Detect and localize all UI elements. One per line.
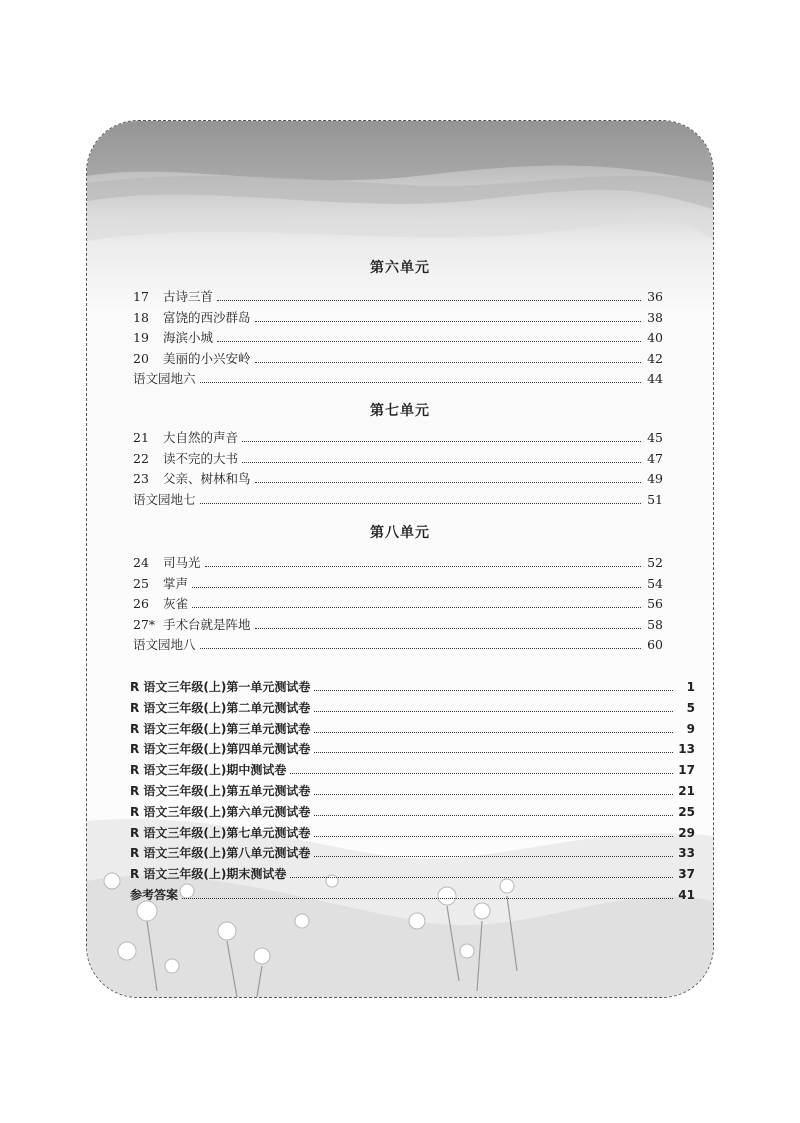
test-entry[interactable]: [130, 844, 695, 862]
toc-entry[interactable]: [133, 575, 663, 593]
test-entry[interactable]: [130, 720, 695, 738]
toc-entry[interactable]: [133, 554, 663, 572]
toc-entry[interactable]: [133, 595, 663, 613]
section-title: 第六单元: [370, 260, 430, 276]
dot-leader: [192, 607, 641, 608]
entry-page-number: 47: [647, 450, 663, 466]
toc-entry[interactable]: [133, 636, 663, 654]
dot-leader: [314, 856, 673, 857]
entry-title: 大自然的声音: [163, 430, 239, 445]
entry-page-number: 1: [686, 680, 695, 694]
dot-leader: [200, 382, 641, 383]
entry-page-number: 29: [678, 825, 695, 840]
entry-page-number: 56: [647, 596, 663, 612]
dot-leader: [314, 794, 673, 795]
entry-page-number: 37: [678, 867, 695, 882]
entry-number: 25: [133, 575, 149, 591]
entry-page-number: 21: [678, 784, 695, 798]
dot-leader: [255, 482, 641, 483]
dot-leader: [242, 462, 641, 463]
entry-page-number: 9: [686, 721, 695, 736]
entry-number: 27*: [133, 616, 156, 632]
test-entry[interactable]: [130, 678, 695, 696]
entry-page-number: 42: [647, 350, 663, 366]
entry-title: 语文园地八: [133, 637, 196, 653]
section-title: 第八单元: [370, 525, 430, 541]
toc-entry[interactable]: [133, 491, 663, 509]
entry-page-number: 54: [647, 575, 663, 591]
dot-leader: [255, 628, 641, 629]
entry-title: R 语文三年级(上)第八单元测试卷: [130, 846, 311, 861]
dot-leader: [205, 566, 641, 567]
entry-number: 18: [133, 309, 149, 325]
entry-title: 手术台就是阵地: [163, 616, 251, 632]
entry-title: 语文园地六: [133, 371, 196, 387]
entry-title: 美丽的小兴安岭: [163, 350, 251, 366]
toc-entry[interactable]: [133, 616, 663, 634]
dot-leader: [314, 815, 673, 816]
dot-leader: [314, 690, 673, 691]
entry-page-number: 40: [647, 330, 663, 346]
entry-title: 海滨小城: [163, 330, 214, 346]
entry-number: 21: [133, 430, 149, 445]
entry-page-number: 17: [678, 763, 695, 778]
entry-title: 父亲、树林和鸟: [163, 471, 251, 487]
test-entry[interactable]: [130, 886, 695, 904]
toc-entry[interactable]: [133, 350, 663, 368]
entry-page-number: 38: [647, 309, 663, 325]
entry-page-number: 45: [647, 430, 663, 445]
entry-page-number: 13: [678, 742, 695, 757]
entry-number: 23: [133, 471, 149, 487]
entry-title: R 语文三年级(上)期中测试卷: [130, 763, 287, 778]
entry-page-number: 25: [678, 804, 695, 819]
test-entry[interactable]: [130, 865, 695, 883]
test-entry[interactable]: [130, 824, 695, 842]
entry-page-number: 58: [647, 616, 663, 632]
entry-page-number: 5: [686, 700, 695, 715]
dot-leader: [314, 711, 673, 712]
toc-entry[interactable]: [133, 429, 663, 447]
dot-leader: [290, 877, 673, 878]
entry-title: R 语文三年级(上)第三单元测试卷: [130, 721, 311, 736]
entry-title: R 语文三年级(上)第五单元测试卷: [130, 784, 311, 798]
entry-title: 古诗三首: [163, 289, 214, 304]
dot-leader: [217, 341, 641, 342]
entry-title: 语文园地七: [133, 491, 196, 507]
dot-leader: [192, 587, 641, 588]
entry-page-number: 49: [647, 471, 663, 487]
dot-leader: [242, 441, 641, 442]
entry-title: 司马光: [163, 555, 201, 570]
test-entry[interactable]: [130, 699, 695, 717]
entry-title: 参考答案: [130, 888, 179, 902]
toc-entry[interactable]: [133, 329, 663, 347]
dot-leader: [255, 321, 641, 322]
test-entry[interactable]: [130, 782, 695, 800]
test-entry[interactable]: [130, 761, 695, 779]
toc-entry[interactable]: [133, 470, 663, 488]
test-entry[interactable]: [130, 740, 695, 758]
entry-number: 19: [133, 330, 149, 346]
dot-leader: [314, 752, 673, 753]
entry-title: 掌声: [163, 575, 189, 591]
entry-number: 22: [133, 450, 149, 466]
entry-page-number: 44: [647, 371, 663, 387]
entry-page-number: 33: [678, 846, 695, 861]
dot-leader: [314, 732, 673, 733]
entry-title: R 语文三年级(上)期末测试卷: [130, 867, 287, 882]
entry-title: R 语文三年级(上)第七单元测试卷: [130, 825, 311, 840]
entry-title: 读不完的大书: [163, 450, 239, 466]
section-title: 第七单元: [370, 403, 430, 419]
entry-page-number: 60: [647, 637, 663, 653]
entry-number: 20: [133, 350, 149, 366]
entry-title: 灰雀: [163, 596, 189, 612]
toc-entry[interactable]: [133, 288, 663, 306]
dot-leader: [217, 300, 641, 301]
entry-page-number: 52: [647, 555, 663, 570]
dot-leader: [200, 503, 641, 504]
dot-leader: [314, 836, 673, 837]
entry-title: 富饶的西沙群岛: [163, 309, 251, 325]
dot-leader: [182, 898, 673, 899]
dot-leader: [200, 648, 641, 649]
dot-leader: [255, 362, 641, 363]
entry-page-number: 41: [678, 888, 695, 902]
entry-number: 17: [133, 289, 149, 304]
entry-title: R 语文三年级(上)第一单元测试卷: [130, 680, 311, 694]
dot-leader: [290, 773, 673, 774]
entry-title: R 语文三年级(上)第二单元测试卷: [130, 700, 311, 715]
entry-title: R 语文三年级(上)第六单元测试卷: [130, 804, 311, 819]
toc-entry[interactable]: [133, 450, 663, 468]
entry-page-number: 51: [647, 491, 663, 507]
entry-number: 26: [133, 596, 149, 612]
entry-title: R 语文三年级(上)第四单元测试卷: [130, 742, 311, 757]
test-entry[interactable]: [130, 803, 695, 821]
entry-page-number: 36: [647, 289, 663, 304]
toc-entry[interactable]: [133, 309, 663, 327]
toc-entry[interactable]: [133, 370, 663, 388]
entry-number: 24: [133, 555, 149, 570]
